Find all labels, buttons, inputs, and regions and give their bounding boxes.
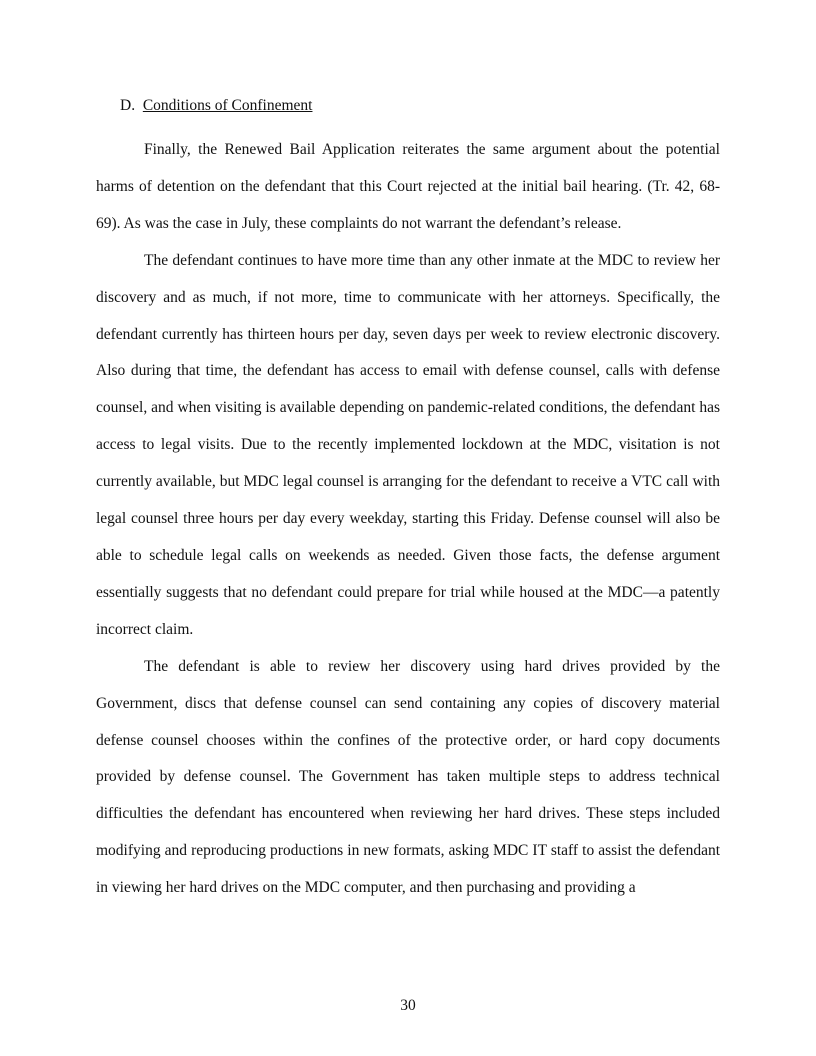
body-text bbox=[96, 132, 720, 907]
paragraph-2: The defendant continues to have more time than any other inmate at the MDC to review her discovery and as much, if not more, time to communicate with her attorneys. Specifically, the defendant currently has thirteen hours per day, seven days per week to review electronic discovery. Also during that time, the defendant has access to email with defense counsel, calls with defense counsel, and when visiting is available depending on pandemic-related conditions, the defendant has access to legal visits. Due to the recently implemented lockdown at the MDC, visitation is not currently available, but MDC legal counsel is arranging for the defendant to receive a VTC call with legal counsel three hours per day every weekday, starting this Friday. Defense counsel will also be able to schedule legal calls on weekends as needed. Given those facts, the defense argument essentially suggests that no defendant could prepare for trial while housed at the MDC—a patently incorrect claim. bbox=[96, 251, 720, 638]
paragraph-3: The defendant is able to review her discovery using hard drives provided by the Government, discs that defense counsel can send containing any copies of discovery material defense counsel chooses within the confines of the protective order, or hard copy documents provided by defense counsel. The Government has taken multiple steps to address technical difficulties the defendant has encountered when reviewing her hard drives. These steps included modifying and reproducing productions in new formats, asking MDC IT staff to assist the defendant in viewing her hard drives on the MDC computer, and then purchasing and providing a bbox=[96, 657, 720, 897]
section-heading bbox=[120, 96, 312, 116]
paragraph-1: Finally, the Renewed Bail Application reiterates the same argument about the potential harms of detention on the defendant that this Court rejected at the initial bail hearing. (Tr. 42, 68-69). As was the case in July, these complaints do not warrant the defendant’s release. bbox=[96, 141, 720, 232]
page-number: 30 bbox=[400, 997, 416, 1014]
section-title: Conditions of Confinement bbox=[142, 97, 313, 114]
section-letter: D. bbox=[120, 97, 136, 114]
